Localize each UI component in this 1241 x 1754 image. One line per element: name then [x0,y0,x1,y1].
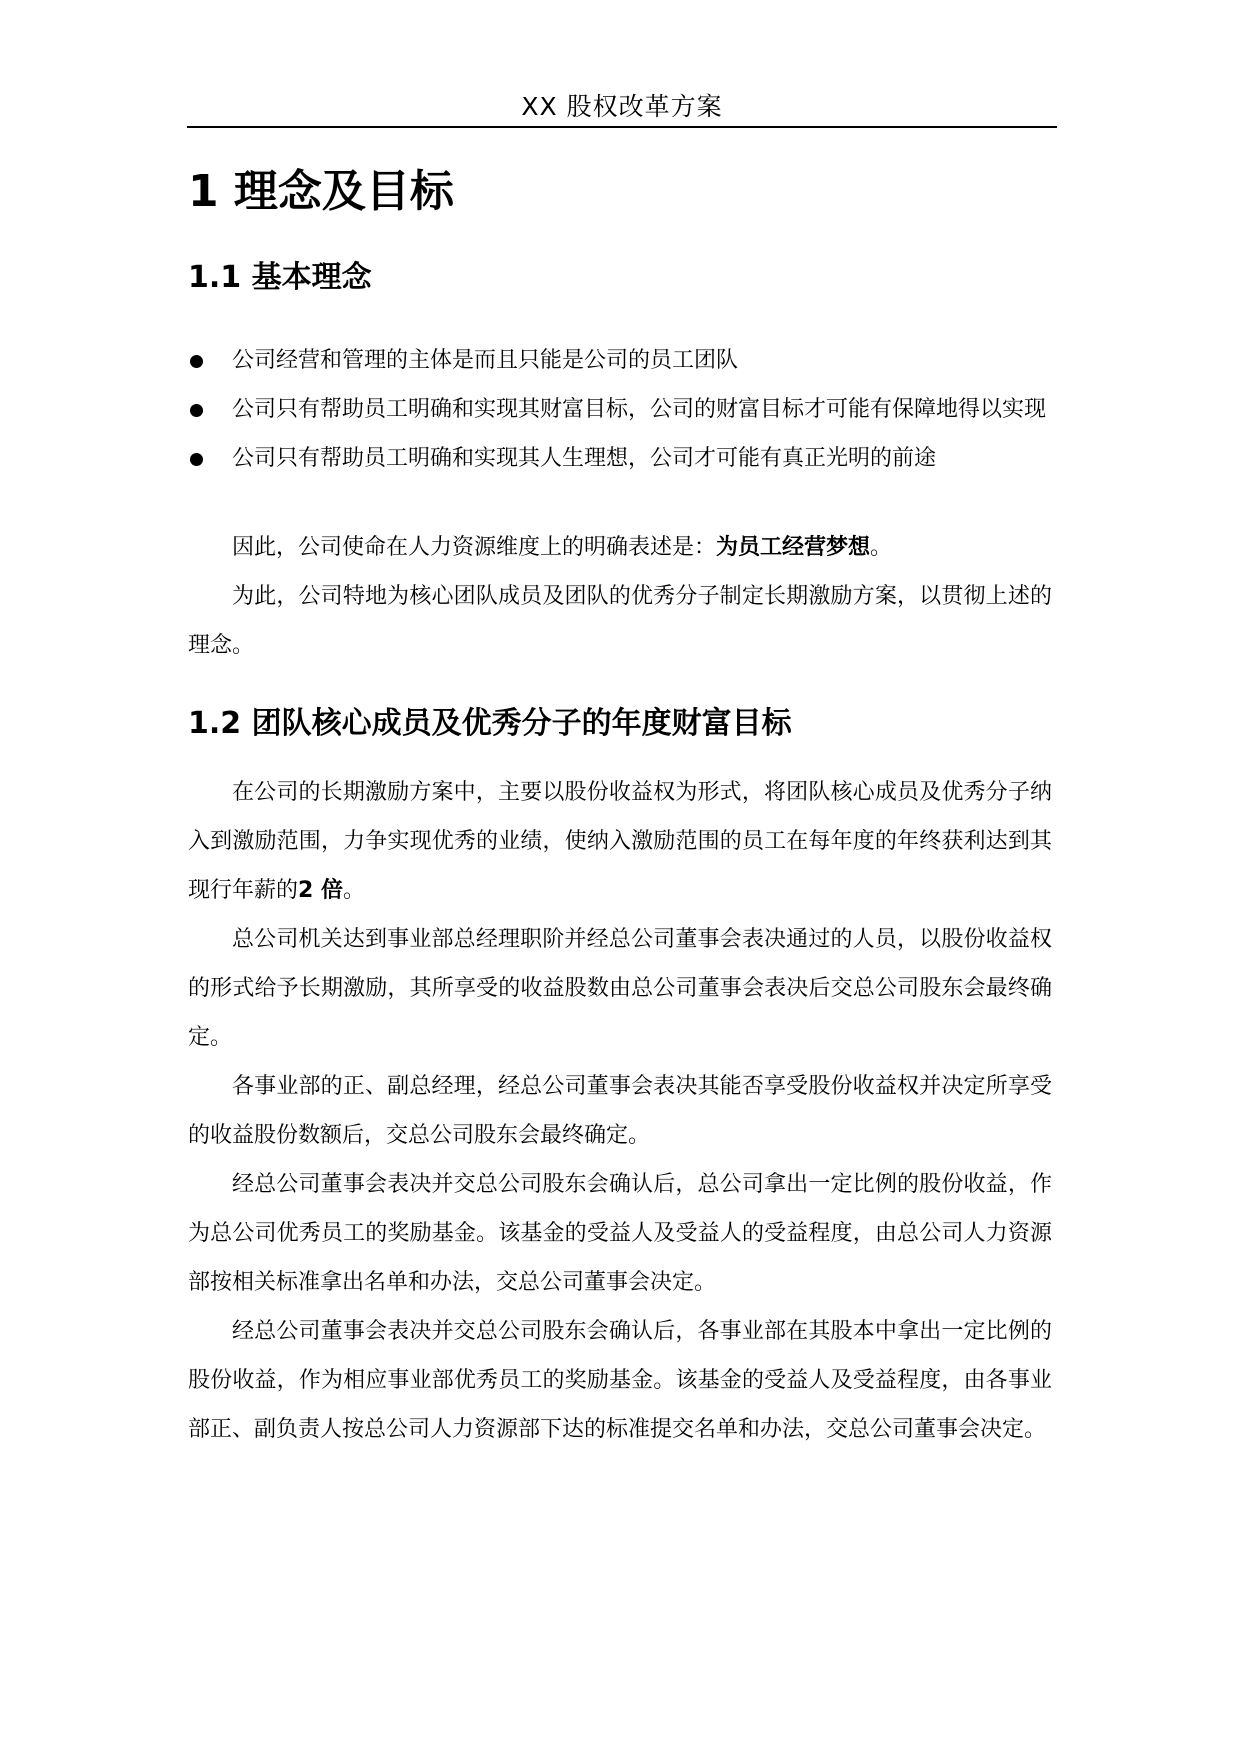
page-header: XX 股权改革方案 [187,88,1057,128]
wealth-target-highlight: 2 倍 [298,878,343,903]
list-item [188,385,1052,434]
division-managers-paragraph: 各事业部的正、副总经理，经总公司董事会表决其能否享受股份收益权并决定所享受的收益股份数额后，交总公司股东会最终确定。 [188,1074,1052,1148]
mission-suffix: 。 [870,535,893,560]
bullet-icon [190,355,203,368]
division-reward-fund-paragraph: 经总公司董事会表决并交总公司股东会确认后，各事业部在其股本中拿出一定比例的股份收益，作为相应事业部优秀员工的奖励基金。该基金的受益人及受益程度，由各事业部正、副负责人按总公司人力资源部下达的标准提交名单和办法，交总公司董事会决定。 [188,1319,1052,1442]
mission-statement [188,523,1052,572]
purpose-paragraph: 为此，公司特地为核心团队成员及团队的优秀分子制定长期激励方案，以贯彻上述的理念。 [188,584,1052,658]
wealth-target-paragraph [188,768,1052,915]
mission-prefix: 因此，公司使命在人力资源维度上的明确表述是： [232,535,717,560]
mission-highlight: 为员工经营梦想 [716,535,871,560]
bullet-icon [190,453,203,466]
list-item-text: 公司经营和管理的主体是而且只能是公司的员工团队 [232,348,739,373]
hq-reward-fund-paragraph: 经总公司董事会表决并交总公司股东会确认后，总公司拿出一定比例的股份收益，作为总公司优秀员工的奖励基金。该基金的受益人及受益人的受益程度，由总公司人力资源部按相关标准拿出名单和办法，交总公司董事会决定。 [188,1172,1052,1295]
wealth-target-suffix: 。 [342,878,365,903]
wealth-target-prefix: 在公司的长期激励方案中，主要以股份收益权为形式，将团队核心成员及优秀分子纳入到激励范围，力争实现优秀的业绩，使纳入激励范围的员工在每年度的年终获利达到其现行年薪的 [188,780,1052,903]
bullet-icon [190,404,203,417]
section-title-1-1: 1.1 基本理念 [188,260,372,295]
list-item-text: 公司只有帮助员工明确和实现其人生理想，公司才可能有真正光明的前途 [232,446,937,471]
chapter-title: 1 理念及目标 [188,166,454,217]
document-body [188,150,1052,1454]
section-title-1-2: 1.2 团队核心成员及优秀分子的年度财富目标 [188,706,792,741]
hq-incentive-paragraph: 总公司机关达到事业部总经理职阶并经总公司董事会表决通过的人员，以股份收益权的形式给予长期激励，其所享受的收益股数由总公司董事会表决后交总公司股东会最终确定。 [188,927,1052,1050]
list-item-text: 公司只有帮助员工明确和实现其财富目标，公司的财富目标才可能有保障地得以实现 [232,397,1047,422]
principles-list [188,336,1052,483]
list-item [188,434,1052,483]
list-item [188,336,1052,385]
